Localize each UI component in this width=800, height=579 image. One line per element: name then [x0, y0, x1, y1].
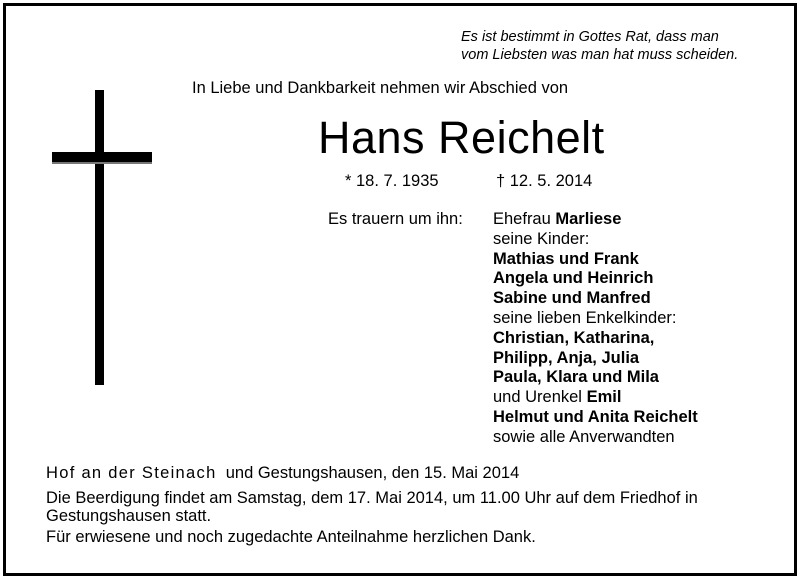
- wife-name: Marliese: [555, 210, 622, 228]
- mourner-grandchildren-2: Philipp, Anja, Julia: [493, 348, 640, 367]
- funeral-info: [46, 489, 698, 525]
- mourners-list: [493, 210, 698, 448]
- mourner-children-1: Mathias und Frank: [493, 249, 639, 268]
- wife-prefix: Ehefrau: [493, 210, 556, 228]
- cross-bar-shadow: [52, 162, 152, 164]
- funeral-line-2: Gestungshausen statt.: [46, 507, 212, 525]
- grandchildren-label: seine lieben Enkelkinder:: [493, 308, 677, 327]
- death-date: † 12. 5. 2014: [496, 172, 593, 190]
- great-grandchild-name: Emil: [586, 388, 622, 407]
- mourner-children-2: Angela und Heinrich: [493, 269, 654, 288]
- mourner-wife: [493, 210, 698, 230]
- mourner-other: Helmut und Anita Reichelt: [493, 407, 698, 426]
- intro-text: In Liebe und Dankbarkeit nehmen wir Abschied von: [192, 79, 569, 97]
- thanks-line: Für erwiesene und noch zugedachte Anteilnahme herzlichen Dank.: [46, 528, 536, 546]
- mourner-relatives: sowie alle Anverwandten: [493, 427, 675, 446]
- mourner-grandchildren-1: Christian, Katharina,: [493, 328, 655, 347]
- mourner-grandchildren-3: Paula, Klara und Mila: [493, 368, 659, 387]
- bible-quote: [461, 28, 738, 64]
- place-name: Hof an der Steinach: [46, 464, 217, 482]
- mourners-label: Es trauern um ihn:: [328, 210, 463, 228]
- cross-bar: [52, 152, 152, 162]
- quote-line-1: Es ist bestimmt in Gottes Rat, dass man: [461, 29, 719, 45]
- birth-date: * 18. 7. 1935: [345, 172, 439, 190]
- place-date: und Gestungshausen, den 15. Mai 2014: [216, 464, 520, 482]
- children-label: seine Kinder:: [493, 229, 590, 248]
- mourner-great-grandchild: [493, 388, 698, 408]
- cross-icon: [95, 90, 104, 385]
- great-grandchild-prefix: und Urenkel: [493, 388, 587, 407]
- place-date-line: [46, 464, 519, 483]
- quote-line-2: vom Liebsten was man hat muss scheiden.: [461, 47, 739, 63]
- deceased-name: Hans Reichelt: [318, 112, 605, 163]
- funeral-line-1: Die Beerdigung findet am Samstag, dem 17. Mai 2014, um 11.00 Uhr auf dem Friedhof in: [46, 489, 698, 507]
- mourner-children-3: Sabine und Manfred: [493, 289, 651, 308]
